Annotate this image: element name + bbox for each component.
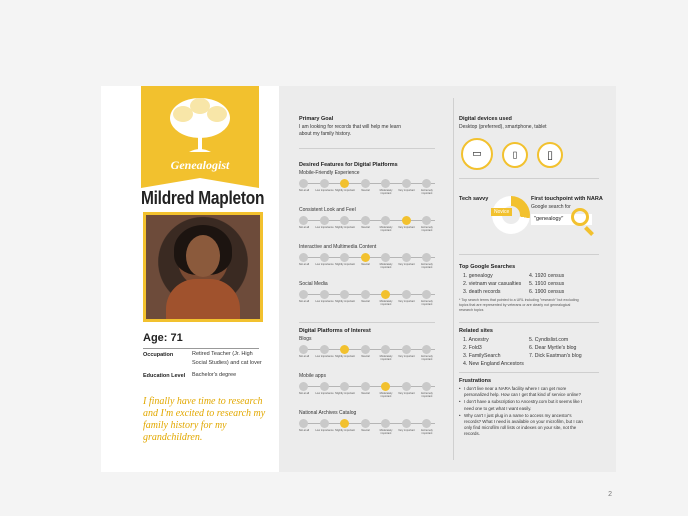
features-divider [299,322,435,323]
scale-dot [402,382,411,391]
scale-dot [320,290,329,299]
scale-tick-label: Very important [398,263,415,266]
scale-tick-label: Low importance [315,429,334,432]
feature-label: Social Media [299,281,328,287]
sites-col2 [529,336,582,360]
scale-dot [422,345,431,354]
scale-tick-label: Very important [398,189,415,192]
frustration-item [459,386,587,398]
scale-tick-label: Not at all [298,429,310,432]
related-site-item: 6. Dear Myrtle's blog [529,345,577,351]
platform-importance-scale [299,345,439,365]
scale-tick-label: Moderately important [379,226,393,233]
frustrations-title: Frustrations [459,378,492,384]
age-line [143,332,183,344]
scale-dot [381,253,390,262]
scale-tick-label: Very important [398,429,415,432]
scale-dot-selected [402,216,411,225]
scale-dot [320,253,329,262]
goal-text: I am looking for records that will help me learn about my family history. [299,124,401,137]
feature-importance-scale [299,179,439,199]
scale-tick-label: Not at all [298,392,310,395]
occupation-label: Occupation [143,352,174,358]
scale-dot [299,253,308,262]
scale-tick-label: Extremely important [421,226,433,233]
scale-tick-label: Extremely important [421,355,433,362]
scale-tick-label: Moderately important [379,355,393,362]
scale-dot [299,179,308,188]
scale-dot [361,382,370,391]
magnifier-icon [571,208,589,226]
scale-tick-label: Moderately important [379,429,393,436]
scale-tick-label: Neutral [361,189,370,192]
scale-dot [381,345,390,354]
age-divider [143,348,259,349]
scale-tick-label: Moderately important [379,263,393,270]
google-searches-col2 [529,272,564,296]
scale-dot [402,419,411,428]
tech-savvy-title: Tech savvy [459,196,489,202]
tech-savvy-level: Novice [491,208,512,216]
feature-importance-scale [299,216,439,236]
feature-label: Mobile-Friendly Experience [299,170,360,176]
scale-tick-label: Neutral [361,392,370,395]
tree-icon [165,94,235,156]
scale-dot [381,419,390,428]
scale-tick-label: Slightly important [335,392,355,395]
scale-dot [320,419,329,428]
occupation-value: Retired Teacher (Jr. High Social Studies) and cat lover [192,351,262,366]
bullet-icon: • [459,399,461,405]
smartphone-icon: ▯ [502,142,528,168]
related-site-item: 3. FamilySearch [463,353,501,359]
education-value: Bachelor's degree [192,372,237,378]
scale-tick-label: Moderately important [379,189,393,196]
scale-dot [381,179,390,188]
scale-tick-label: Slightly important [335,226,355,229]
page-number: 2 [608,491,612,498]
scale-dot [299,290,308,299]
frustration-item [459,413,587,438]
tablet-icon: ▯ [537,142,563,168]
scale-dot [299,345,308,354]
scale-dot [340,216,349,225]
sites-col1 [463,336,524,368]
scale-tick-label: Not at all [298,189,310,192]
scale-tick-label: Slightly important [335,263,355,266]
photo-face [186,235,220,277]
google-search-item: 6. 1900 census [529,289,565,295]
scale-tick-label: Not at all [298,226,310,229]
persona-card [101,86,616,472]
devices-divider [459,178,599,179]
scale-dot [422,179,431,188]
feature-importance-scale [299,253,439,273]
frustrations-list [459,386,587,439]
touchpoint-divider [459,254,599,255]
scale-tick-label: Not at all [298,263,310,266]
scale-dot [320,179,329,188]
scale-dot [361,419,370,428]
scale-dot [340,382,349,391]
touchpoint-query: "genealogy" [531,214,592,225]
scale-tick-label: Slightly important [335,189,355,192]
scale-tick-label: Extremely important [421,392,433,399]
scale-tick-label: Neutral [361,429,370,432]
scale-dot [361,179,370,188]
scale-dot-selected [381,382,390,391]
google-searches-col1 [463,272,521,296]
role-title: Genealogist [170,158,230,172]
scale-tick-label: Very important [398,392,415,395]
platform-label: Blogs [299,336,312,342]
scale-tick-label: Extremely important [421,189,433,196]
scale-dot [422,216,431,225]
scale-tick-label: Extremely important [421,263,433,270]
platforms-title: Digital Platforms of Interest [299,328,371,334]
scale-dot [361,345,370,354]
banner-notch [141,178,259,188]
scale-tick-label: Neutral [361,226,370,229]
scale-tick-label: Very important [398,355,415,358]
touchpoint-text: Google search for [531,204,571,210]
scale-tick-label: Moderately important [379,392,393,399]
persona-quote: I finally have time to research and I'm excited to research my family history for my grandchildren. [143,396,266,443]
scale-tick-label: Moderately important [379,300,393,307]
desktop-icon: ▭ [461,138,493,170]
scale-dot [340,253,349,262]
frustration-item [459,399,587,411]
age-value: 71 [170,332,183,344]
photo-shirt [166,279,240,319]
scale-tick-label: Extremely important [421,300,433,307]
google-search-item: 3. death records [463,289,501,295]
frustration-text: I don't have a subscription to Ancestry.com but it seems like I need one to get what I want easily. [464,399,583,411]
scale-dot [402,345,411,354]
education-label: Education Level [143,373,186,379]
scale-tick-label: Neutral [361,263,370,266]
scale-tick-label: Not at all [298,355,310,358]
scale-tick-label: Low importance [315,392,334,395]
goal-title: Primary Goal [299,116,334,122]
touchpoint-title: First touchpoint with NARA [531,196,603,202]
scale-dot [402,290,411,299]
google-search-item: 2. vietnam war casualties [463,281,522,287]
platform-label: Mobile apps [299,373,326,379]
google-note: * Top search terms that pointed to a URL including "research" but excluding topics that are represented by veterans or are clearly not genealogical research topics [459,298,579,312]
scale-dot [340,290,349,299]
scale-tick-label: Slightly important [335,300,355,303]
scale-dot [361,216,370,225]
scale-tick-label: Slightly important [335,429,355,432]
google-divider [459,322,599,323]
scale-dot-selected [340,345,349,354]
related-site-item: 1. Ancestry [463,337,489,343]
related-site-item: 4. New England Ancestors [463,361,524,367]
scale-dot [320,345,329,354]
sites-title: Related sites [459,328,493,334]
google-search-item: 1. genealogy [463,273,493,279]
age-label: Age: [143,332,168,344]
scale-dot [422,253,431,262]
bullet-icon: • [459,412,461,418]
scale-tick-label: Low importance [315,226,334,229]
scale-tick-label: Extremely important [421,429,433,436]
scale-tick-label: Low importance [315,189,334,192]
feature-importance-scale [299,290,439,310]
frustration-text: I don't live near a NARA facility where I can get more personalized help. How can I get that kind of service online? [464,386,581,398]
platform-label: National Archives Catalog [299,410,357,416]
scale-dot [402,179,411,188]
scale-dot [402,253,411,262]
scale-tick-label: Very important [398,226,415,229]
column-divider [453,98,454,460]
scale-dot [320,382,329,391]
platform-importance-scale [299,382,439,402]
google-search-item: 5. 1910 census [529,281,565,287]
feature-label: Interactive and Multimedia Content [299,244,377,250]
persona-photo [143,212,263,322]
scale-tick-label: Neutral [361,300,370,303]
google-title: Top Google Searches [459,264,516,270]
scale-tick-label: Slightly important [335,355,355,358]
scale-dot-selected [361,253,370,262]
feature-label: Consistent Look and Feel [299,207,356,213]
goal-divider [299,148,435,149]
scale-dot [320,216,329,225]
google-search-item: 4. 1920 census [529,273,565,279]
related-site-item: 5. Cyndislist.com [529,337,569,343]
scale-tick-label: Very important [398,300,415,303]
scale-dot [422,419,431,428]
bullet-icon: • [459,386,461,391]
platform-importance-scale [299,419,439,439]
related-site-item: 2. Fold3 [463,345,482,351]
sites-divider [459,372,599,373]
scale-dot [422,290,431,299]
scale-dot-selected [340,179,349,188]
scale-dot-selected [381,290,390,299]
persona-name: Mildred Mapleton [141,188,265,208]
scale-dot [422,382,431,391]
scale-tick-label: Low importance [315,300,334,303]
devices-title: Digital devices used [459,116,512,122]
devices-text: Desktop (preferred), smartphone, tablet [459,124,547,130]
scale-tick-label: Low importance [315,263,334,266]
scale-tick-label: Not at all [298,300,310,303]
scale-tick-label: Neutral [361,355,370,358]
scale-dot [299,419,308,428]
scale-tick-label: Low importance [315,355,334,358]
related-site-item: 7. Dick Eastman's blog [529,353,582,359]
features-title: Desired Features for Digital Platforms [299,162,398,168]
scale-dot [381,216,390,225]
scale-dot-selected [340,419,349,428]
scale-dot [299,216,308,225]
frustration-text: Why can't I just plug in a name to access my ancestor's records? What I need is available on your microfilm, but I can only find microfilm roll lists or indexes on your site, not the records. [464,412,583,437]
scale-dot [361,290,370,299]
scale-dot [299,382,308,391]
